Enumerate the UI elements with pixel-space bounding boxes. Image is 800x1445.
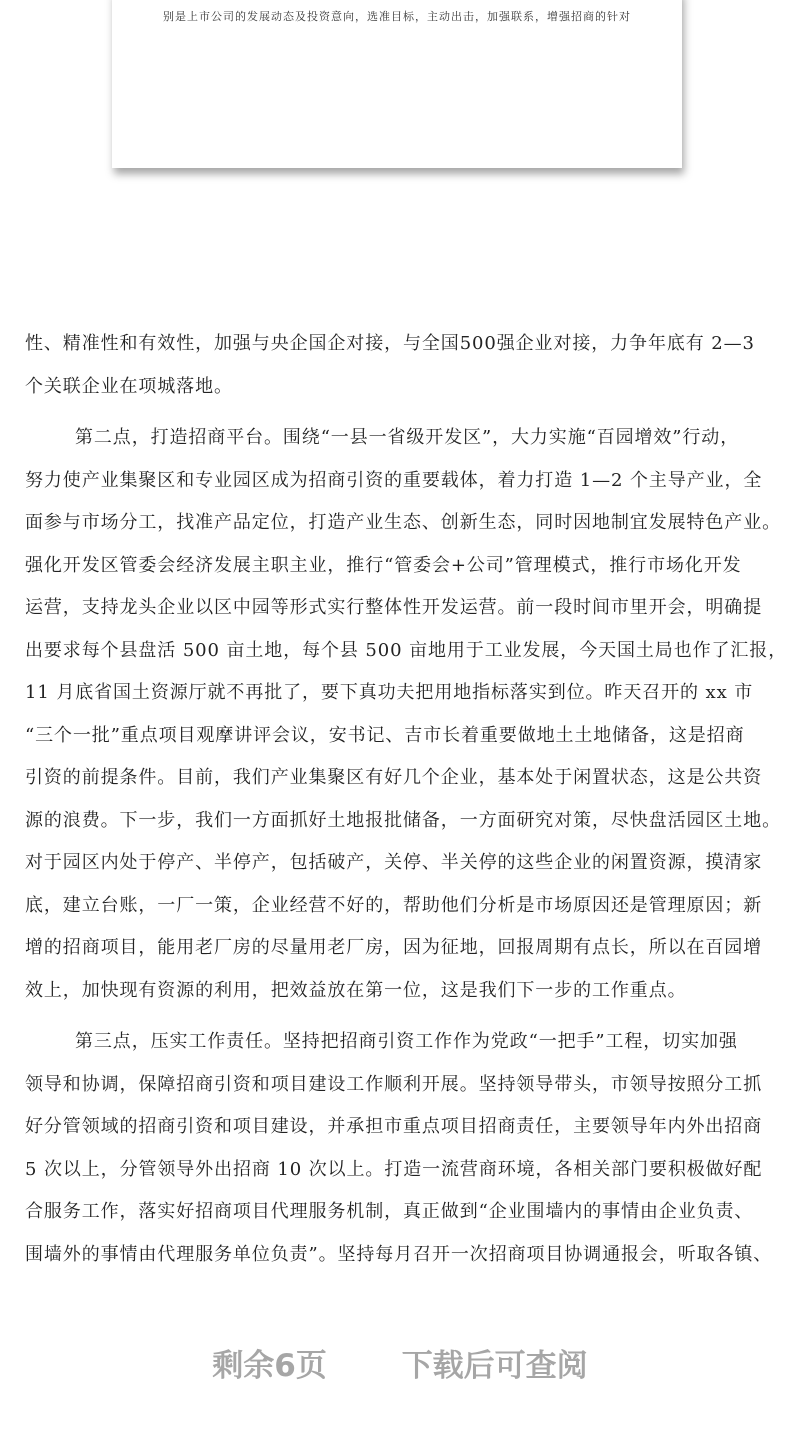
text-line: 个关联企业在项城落地。 (25, 375, 233, 397)
download-to-view-label[interactable]: 下载后可查阅 (401, 1348, 588, 1384)
text-line: 第二点，打造招商平台。围绕“一县一省级开发区”，大力实施“百园增效”行动， (75, 427, 740, 448)
preview-page-text: 别是上市公司的发展动态及投资意向，选准目标，主动出击，加强联系，增强招商的针对 (163, 10, 631, 23)
text-line: 底，建立台账，一厂一策，企业经营不好的，帮助他们分析是市场原因还是管理原因；新 (25, 894, 763, 916)
text-line: 增的招商项目，能用老厂房的尽量用老厂房，因为征地，回报周期有点长，所以在百园增 (25, 937, 763, 958)
download-banner[interactable] (0, 1340, 800, 1385)
text-line: 源的浪费。下一步，我们一方面抓好土地报批储备，一方面研究对策，尽快盘活园区土地。 (25, 809, 781, 831)
text-line: 11 月底省国土资源厅就不再批了，要下真功夫把用地指标落实到位。昨天召开的 xx 市 (25, 682, 754, 703)
text-line: 5 次以上，分管领导外出招商 10 次以上。打造一流营商环境，各相关部门要积极做好配 (25, 1158, 763, 1180)
text-line: 合服务工作，落实好招商项目代理服务机制，真正做到“企业围墙内的事情由企业负责、 (25, 1201, 754, 1222)
remaining-pages-label: 剩余6页 (212, 1348, 327, 1384)
text-line: 引资的前提条件。目前，我们产业集聚区有好几个企业，基本处于闲置状态，这是公共资 (25, 767, 763, 788)
text-line: 领导和协调，保障招商引资和项目建设工作顺利开展。坚持领导带头，市领导按照分工抓 (25, 1073, 763, 1095)
text-line: 好分管领域的招商引资和项目建设，并承担市重点项目招商责任，主要领导年内外出招商 (25, 1116, 763, 1137)
text-line: 面参与市场分工，找准产品定位，打造产业生态、创新生态，同时因地制宜发展特色产业。 (25, 512, 781, 533)
text-line: 运营，支持龙头企业以区中园等形式实行整体性开发运营。前一段时间市里开会，明确提 (25, 597, 763, 618)
text-line: 对于园区内处于停产、半停产，包括破产，关停、半关停的这些企业的闲置资源，摸清家 (25, 852, 763, 873)
text-line: 围墙外的事情由代理服务单位负责”。坚持每月召开一次招商项目协调通报会，听取各镇、 (25, 1243, 773, 1265)
text-line: 效上，加快现有资源的利用，把效益放在第一位，这是我们下一步的工作重点。 (25, 979, 687, 1001)
text-line: 性、精准性和有效性，加强与央企国企对接，与全国500强企业对接，力争年底有 2—3 (25, 333, 755, 354)
document-body (25, 330, 788, 1283)
text-line: 第三点，压实工作责任。坚持把招商引资工作作为党政“一把手”工程，切实加强 (75, 1031, 738, 1052)
text-line: 努力使产业集聚区和专业园区成为招商引资的重要载体，着力打造 1—2 个主导产业，全 (25, 469, 763, 491)
text-line: 强化开发区管委会经济发展主职主业，推行“管委会+公司”管理模式，推行市场化开发 (25, 554, 742, 576)
preview-page-card (112, 0, 682, 168)
text-line: “三个一批”重点项目观摩讲评会议，安书记、吉市长着重要做地土土地储备，这是招商 (25, 724, 745, 746)
text-line: 出要求每个县盘活 500 亩土地，每个县 500 亩地用于工业发展，今天国土局也作了汇报， (25, 639, 788, 661)
